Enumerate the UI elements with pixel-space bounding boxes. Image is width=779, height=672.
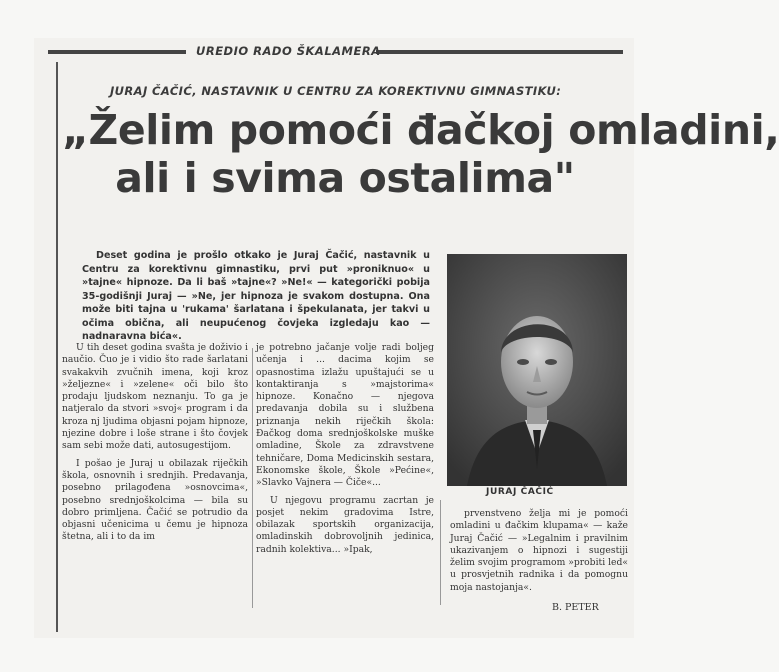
headline-line-2: ali i svima ostalima"	[115, 154, 575, 202]
paragraph: U tih deset godina svašta je doživio i naučio. Čuo je i vidio što rade šarlatani svakakvih zvučnih imena, koji kroz »željezne« i »zelene« oči bilo što prodaju ljudskom neznanju. To ga je natjeralo da stvori »svoj« program i da kroza nj ljudima objasni pojam hipnoze, njezine dobre i loše strane i što čovjek sam sebi može dati, autosugestijom.	[62, 342, 248, 452]
headline-line-1: „Želim pomoći đačkoj omladini,	[62, 106, 779, 154]
article-column-2	[256, 342, 434, 561]
paragraph: U njegovu programu zacrtan je posjet nekim gradovima Istre, obilazak sportskih organizacija, omladinskih dobrovoljnih jedinica, radnih kolektiva... »Ipak,	[256, 494, 434, 555]
column-divider	[440, 500, 441, 605]
article-column-1	[62, 342, 248, 549]
article-headline	[62, 106, 779, 202]
paragraph: je potrebno jačanje volje radi boljeg učenja i ... dacima kojim se opasnostima izlažu upuštajući se u kontaktiranja s »majstorima« hipnoze. Konačno — njegova predavanja dobila su i službena priznanja nekih riječkih škola: Đačkog doma srednjoškolske muške omladine, Škole za zdravstvene tehničare, Doma Medicinskih sestara, Ekonomske škole, Škole »Pećine«, »Slavko Vajnera — Čiče«...	[256, 342, 434, 489]
paragraph: I pošao je Juraj u obilazak riječkih škola, osnovnih i srednjih. Predavanja, posebno prilagođena »osnovcima«, posebno srednjoškolcima — bila su dobro primljena. Čačić se potrudio da objasni učenicima u čemu je hipnoza štetna, ali i to da im	[62, 457, 248, 543]
article-kicker: JURAJ ČAČIĆ, NASTAVNIK U CENTRU ZA KOREKTIVNU GIMNASTIKU:	[110, 84, 562, 98]
article-column-3	[450, 508, 628, 599]
portrait-photo	[447, 254, 627, 486]
author-signature: B. PETER	[552, 602, 599, 613]
section-editor: UREDIO RADO ŠKALAMERA	[196, 44, 381, 58]
column-divider	[252, 348, 253, 608]
paragraph: prvenstveno želja mi je pomoći omladini u đačkim klupama« — kaže Juraj Čačić — »Legalnim i pravilnim ukazivanjem o hipnozi i sugestiji želim svojim programom »probiti led« u prosvjetnih radnika i da pomognu moja nastojanja«.	[450, 508, 628, 593]
clipping-border	[56, 62, 58, 632]
photo-caption: JURAJ ČAČIĆ	[486, 487, 554, 497]
article-lead: Deset godina je prošlo otkako je Juraj Čačić, nastavnik u Centru za korektivnu gimnastiku, prvi put »proniknuo« u »tajne« hipnoze. Da li baš »tajne«? »Ne!« — kategorički pobija 35-godišnji Juraj — »Ne, jer hipnoza je svakom dostupna. Ona može biti tajna u 'rukama' šarlatana i špekulanata, jer takvi u očima obična, ali neupućenog čovjeka izgledaju kao — nadnaravna bića«.	[82, 250, 430, 342]
